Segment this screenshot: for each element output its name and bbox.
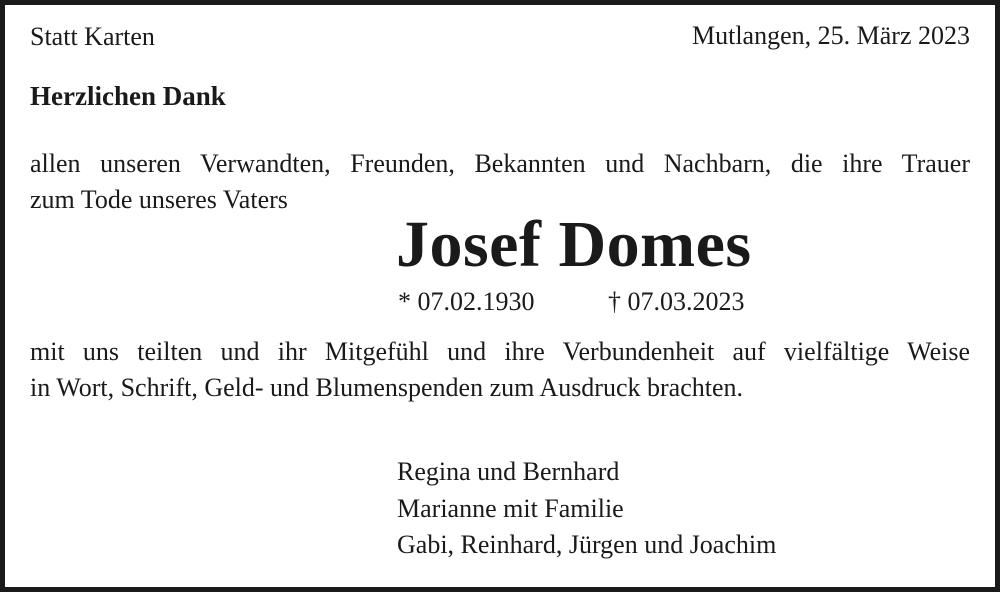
deceased-name: Josef Domes — [396, 208, 752, 281]
signers-list — [397, 454, 776, 564]
notice-heading: Herzlichen Dank — [30, 81, 226, 111]
place-date: Mutlangen, 25. März 2023 — [691, 21, 970, 50]
signer-line: Regina und Bernhard — [397, 457, 620, 486]
life-dates — [398, 284, 745, 320]
closing-line-2: in Wort, Schrift, Geld- und Blumenspenden zum Ausdruck brachten. — [30, 373, 744, 402]
intro-line-2: zum Tode unseres Vaters — [30, 185, 288, 214]
signer-line: Marianne mit Familie — [397, 493, 624, 523]
signer-line: Gabi, Reinhard, Jürgen und Joachim — [397, 530, 777, 559]
birth-date: * 07.02.1930 — [398, 287, 535, 316]
kicker-text: Statt Karten — [30, 22, 155, 51]
intro-line-1: allen unseren Verwandten, Freunden, Bekannten und Nachbarn, die ihre Trauer — [30, 149, 970, 178]
closing-line-1: mit uns teilten und ihr Mitgefühl und ihre Verbundenheit auf vielfältige Weise — [30, 337, 970, 366]
closing-paragraph — [30, 334, 970, 406]
death-date: † 07.03.2023 — [608, 287, 745, 316]
